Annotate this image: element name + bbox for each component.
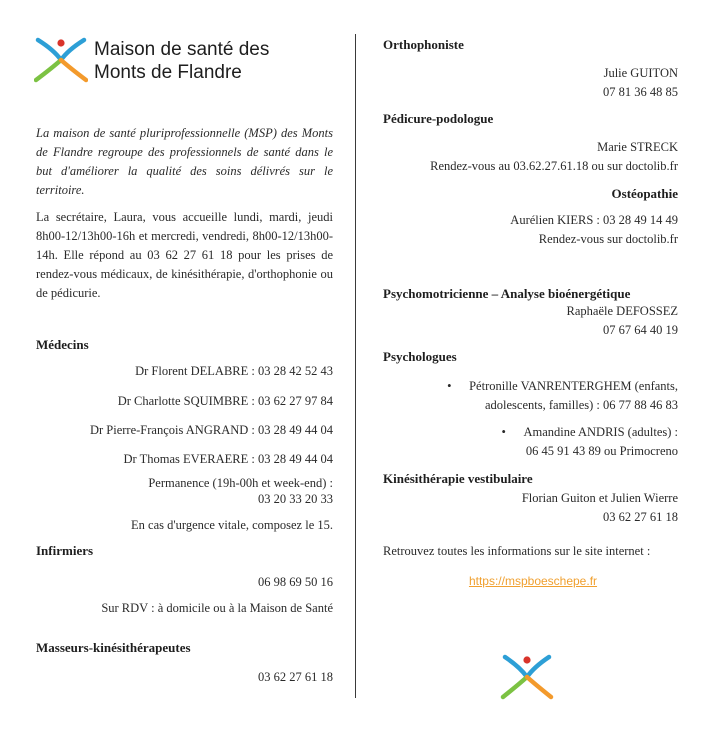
doctor-delabre: Dr Florent DELABRE : 03 28 42 52 43 [135, 364, 333, 378]
masseurs-phone: 03 62 27 61 18 [258, 670, 333, 684]
brand-title-line1: Maison de santé des [94, 39, 270, 60]
psychologue-vanrenterghem [447, 377, 678, 415]
heading-infirmiers: Infirmiers [36, 543, 94, 558]
infirmiers-note: Sur RDV : à domicile ou à la Maison de Santé [101, 601, 333, 615]
orthophoniste-phone: 07 81 36 48 85 [603, 85, 678, 99]
heading-psychologues: Psychologues [383, 349, 457, 364]
bullet-icon: • [447, 379, 452, 393]
pedicure-rdv: Rendez-vous au 03.62.27.61.18 ou sur doctolib.fr [430, 159, 678, 173]
kine-vestibulaire-phone: 03 62 27 61 18 [603, 510, 678, 524]
heading-masseurs: Masseurs-kinésithérapeutes [36, 640, 191, 655]
kine-vestibulaire-names: Florian Guiton et Julien Wierre [521, 491, 678, 505]
bullet-icon: • [501, 425, 506, 439]
heading-pedicure: Pédicure-podologue [383, 111, 494, 126]
column-divider [355, 34, 356, 698]
heading-medecins: Médecins [36, 337, 89, 352]
heading-psychomotricienne: Psychomotricienne – Analyse bioénergétique [383, 286, 631, 301]
brand-title-line2: Monts de Flandre [94, 62, 242, 83]
doctor-squimbre: Dr Charlotte SQUIMBRE : 03 62 27 97 84 [117, 394, 333, 408]
psychomotricienne-phone: 07 67 64 40 19 [603, 323, 678, 337]
heading-orthophoniste: Orthophoniste [383, 37, 464, 52]
infirmiers-phone: 06 98 69 50 16 [258, 575, 333, 589]
psychomotricienne-name: Raphaële DEFOSSEZ [566, 304, 678, 318]
doctor-everaere: Dr Thomas EVERAERE : 03 28 49 44 04 [123, 452, 333, 466]
urgence-note: En cas d'urgence vitale, composez le 15. [131, 518, 333, 532]
psychologue-andris [501, 423, 679, 461]
heading-osteopathie: Ostéopathie [611, 186, 678, 201]
osteopathie-name-phone: Aurélien KIERS : 03 28 49 14 49 [510, 213, 678, 227]
doctor-angrand: Dr Pierre-François ANGRAND : 03 28 49 44 04 [89, 423, 333, 437]
permanence-label: Permanence (19h-00h et week-end) : [148, 476, 333, 490]
brand-title [94, 38, 269, 84]
intro-italic: La maison de santé pluriprofessionnelle (MSP) des Monts de Flandre regroupe des professionnels de santé dans le but d'améliorer la qualité des soins délivrés sur le territoire. [36, 126, 333, 197]
psychologue-vanrenterghem-line1: Pétronille VANRENTERGHEM (enfants, [469, 379, 678, 393]
psychologue-andris-line1: Amandine ANDRIS (adultes) : [523, 425, 678, 439]
website-link[interactable]: https://mspboeschepe.fr [468, 574, 598, 588]
pedicure-name: Marie STRECK [597, 140, 678, 154]
psychologue-andris-line2: 06 45 91 43 89 ou Primocreno [525, 444, 678, 458]
msp-logo-bottom-icon [500, 652, 554, 702]
intro-secretary: La secrétaire, Laura, vous accueille lundi, mardi, jeudi 8h00-12/13h00-16h et mercredi, vendredi, 8h00-12/13h00-14h. Elle répond au 03 62 27 61 18 pour les prises de rendez-vous médicaux, de kinésithérapie, d'orthophonie ou de pédicurie. [36, 210, 333, 300]
footer-link-wrap [383, 572, 683, 590]
footer-info: Retrouvez toutes les informations sur le site internet : [383, 544, 651, 558]
msp-logo-icon [34, 36, 88, 84]
permanence [148, 475, 333, 507]
heading-kine-vestibulaire: Kinésithérapie vestibulaire [383, 471, 533, 486]
psychologue-vanrenterghem-line2: adolescents, familles) : 06 77 88 46 83 [484, 398, 678, 412]
permanence-phone: 03 20 33 20 33 [258, 492, 333, 506]
orthophoniste-name: Julie GUITON [603, 66, 678, 80]
osteopathie-rdv: Rendez-vous sur doctolib.fr [538, 232, 678, 246]
